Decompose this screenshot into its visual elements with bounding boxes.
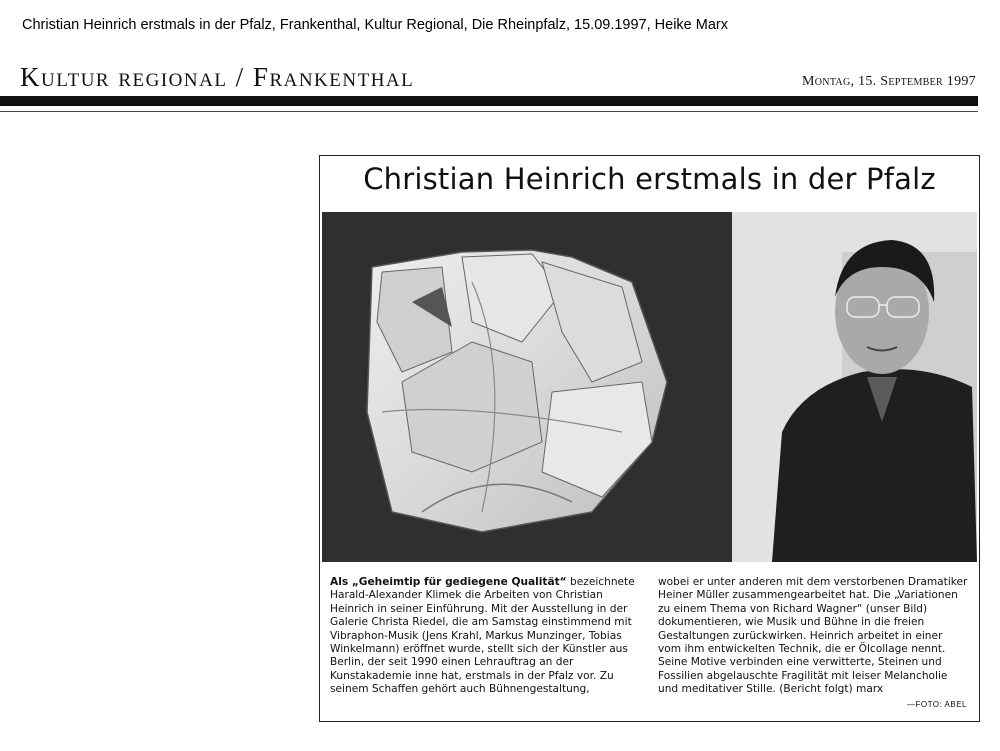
article-body — [330, 576, 970, 706]
document-caption: Christian Heinrich erstmals in der Pfalz, Frankenthal, Kultur Regional, Die Rheinpfalz, 15.09.1997, Heike Marx — [22, 17, 728, 33]
article-text-1: bezeichnete Harald-Alexander Klimek die Arbeiten von Christian Heinrich in seiner Einführung. Mit der Ausstellung in der Galerie Christa Riedel, die am Samstag einstimmend mit Vibraphon-Musik (Jens Krahl, Markus Munzinger, Tobias Winkelmann) eröffnet wurde, stellt sich der Künstler aus Berlin, der seit 1990 einen Lehrauftrag an der Kunstakademie inne hat, erstmals in der Pfalz vor. Zu seinem Schaffen gehört auch Bühnengestaltung, — [330, 576, 635, 696]
article-lead: Als „Geheimtip für gediegene Qualität“ — [330, 576, 567, 588]
issue-date: Montag, 15. September 1997 — [802, 74, 976, 89]
masthead-rule — [0, 111, 978, 112]
article-box — [319, 155, 980, 722]
article-photo — [322, 212, 977, 562]
section-title: Kultur regional / Frankenthal — [20, 62, 415, 92]
photo-credit: —FOTO: ABEL — [906, 700, 967, 709]
article-column-2 — [658, 576, 968, 697]
newspaper-masthead — [0, 56, 1000, 116]
article-text-2: wobei er unter anderen mit dem verstorbenen Dramatiker Heiner Müller zusammengearbeitet hat. Die „Variationen zu einem Thema von Richard Wagner“ (unser Bild) dokumentieren, wie Musik und Bühne in die freien Gestaltungen zurückwirken. Heinrich arbeitet in einer vom ihm entwickelten Technik, die er Ölcollage nennt. Seine Motive verbinden eine verwitterte, Steinen und Fossilien abgelauschte Fragilität mit leiser Melancholie und meditativer Stille. (Bericht folgt) marx — [658, 576, 968, 696]
article-headline: Christian Heinrich erstmals in der Pfalz — [363, 162, 936, 196]
article-column-1 — [330, 576, 640, 697]
masthead-bar — [0, 96, 978, 106]
photo-illustration — [322, 212, 977, 562]
